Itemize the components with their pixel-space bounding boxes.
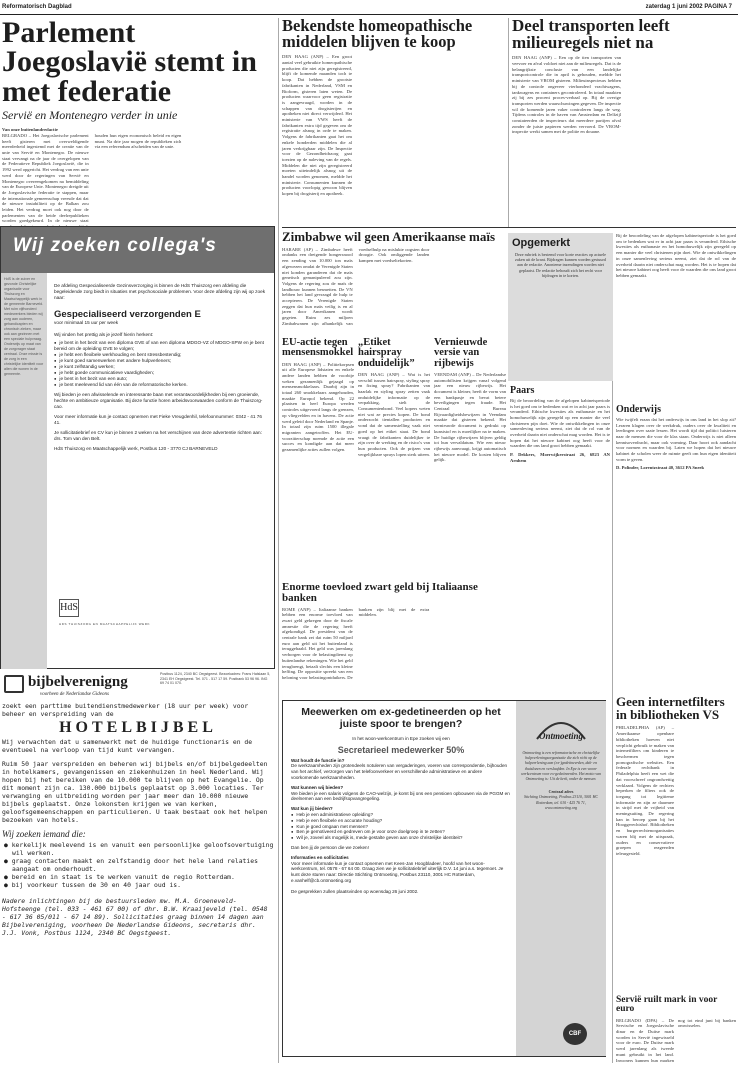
bible-icon [4,675,24,693]
article-zimbabwe [282,231,506,333]
job-ad-ontmoeting [282,700,606,1057]
article-body: Het verdrag van een unie werd door de regeringen van Servië en Montenegro overeengekomen na bemiddeling van de Europese Unie. Montenegro dreigde uit de Joegoslavische federatie te stappen, maar de internationale gemeenschap vreesde dat dat de nieuwe instabiliteit op de Balkan zou leiden. Het verdrag moet ook nog door de parlementen van de beide deelrepublieken worden goedgekeurd. In de nieuwe staat houden hun eigen economisch beleid en eigen munt. Na drie jaar mogen de republieken zich via een referendum afscheiden van de unie. [2,132,182,224]
ad-position: Secretarieel medewerker 50% [337,744,465,755]
article-homeopathie [282,18,504,226]
list-item: ● bereid en in staat is te werken vanuit de regio Rotterdam. [4,873,235,881]
job-ad-bijbelvereniging [0,670,275,1066]
article-rijbewijs [434,338,506,576]
section-heading: Wat houdt de functie in? [291,757,345,763]
ad-offer: Wij bieden je een afwisselende en interessante baan met verantwoordelijkheden bij een groeiende, hechte en ambitieuze organisatie. Bij deze functie horen arbeidsvoorwaarden conform de Thuiszorg-cao. [54,392,263,409]
article-body: DEN HAAG (ANP) – Een groot aantal veel gebruikte homeopathische producten die niet zijn geregistreerd, blijft de komende maanden toch te koop. Dat hebben de grootste fabrikanten in Nederland, VSM en Bioform, gisteren laten weten. De producten waarvoor geen registratie is aangevraagd, worden in de schappen van drogisterijen en apotheken niet direct verwijderd. Het ministerie van VWS heeft de fabrikanten extra tijd gegeven om de registratie alsnog in orde te maken. Volgens de fabrikanten gaat het om enkele honderden middelen die al jaren verkrijgbaar zijn. De Inspectie voor de Gezondheidszorg gaat toezien op de naleving van de regels. Middelen die niet zijn geregistreerd moeten uiteindelijk alsnog uit de handel worden genomen, meldde het ministerie. Consumenten kunnen de producten voorlopig gewoon blijven kopen bij drogisterij en apotheek. [282,54,352,197]
list-item: ● je kunt goed samenwerken met andere hulpverleners; [54,358,269,364]
ad-paragraph: We bieden je een salaris volgens de CAO-welzijn, je komt bij ons een pensioen opbouwen via de PGGM en deelnemen aan een bedrijfsopvangregeling. [291,790,510,802]
ad-sidebar: HdS is de zuiver en gezonde Christelijke organisatie voor Thuiszorg en Maatschappelijk werk in de gemeente Barneveld. Met ruim vijfhonderd medewerkers bieden wij zorg aan ouderen, gehandicapten en chronisch zieken, maar ook aan gezinnen met een speciale hulpvraag. Onderwijs op maat van de zorgvrager staat centraal. Onze missie is de zorg in een christelijke identiteit voor allen die wonen in de gemeente. [1,273,47,669]
ontmoeting-logo-text: Ontmoeting [538,731,584,741]
ad-requirements [2,841,274,889]
paper-name: Reformatorisch Dagblad [2,4,72,10]
list-item: ● kerkelijk meelevend is en vanuit een persoonlijke geloofsovertuiging wil werken. [4,841,274,857]
ad-question: Dan ben jij de persoon die we zoeken! [291,844,369,850]
headline: Zimbabwe wil geen Amerikaanse maïs [282,229,496,244]
letter-body: Bij de beoordeling van de afgelopen kabinetsperiode is het goed om te bedenken wat er in acht jaar paars is veranderd. Ethische kwesties als euthanasie en het homohuwelijk zijn geregeld op een manier die veel christenen pijn doet. Wie de ontwikkelingen in onze samenleving serieus neemt, ziet dat de rol van de overheid daarin niet onderschat mag worden. Het is te hopen dat het nieuwe kabinet oog heeft voor de waarden die ons land groot hebben gemaakt. [616,233,736,278]
ad-paragraph: De werkzaamheden zijn grotendeels notuleren van vergaderingen, voeren van correspondentie, bijhouden van het archief, verzorgen van het telefoonverkeer en verschillende administratieve en andere voorkomende werkzaamheden. [291,763,508,780]
headline: EU-actie tegen mensensmokkel [282,337,354,359]
headline: Paars [510,385,535,396]
list-item: ● je bent meelevend lid van één van de reformatorische kerken. [54,382,269,388]
letter-signature: P. Dekkers, Moerwijkerstraat 26, 6823 AN Arnhem [510,452,610,463]
ad-closing: De gesprekken zullen plaatsvinden op woensdag 26 juni 2002. [291,888,419,894]
article-joegoslavie [2,18,274,224]
ad-intro: De afdeling Gespecialiseerde Gezinsverzorging is binnen de HdS Thuiszorg een afdeling die begeleidende zorg biedt in situaties met psychosociale problemen. Voor deze afdeling zijn wij op zoek naar: [54,283,266,300]
contact-details: Stichting Ontmoeting, Postbus 23110, 3001 HC Rotterdam, tel. 010 - 425 76 71, www.ontmoeting.org [524,795,598,810]
article-servie-euro [616,996,736,1064]
list-item: ● je bent in het bezit van een diploma GVE of van een diploma MDGO-VZ of MDGO-SPW en je bent bereid om de opleiding GVE te volgen; [54,340,269,352]
article-hairspray [358,338,430,576]
section-heading: Wat kunnen wij bieden? [291,784,344,790]
org-name: bijbelverenigng [28,674,128,690]
ad-intro: zoekt een parttime buitendienstmedewerker (18 uur per week) voor beheer en verspreiding van de [2,702,249,718]
article-body: PHILADELPHIA (AP) – Amerikaanse openbare bibliotheken hoeven niet verplicht gebruik te maken van internetfilters om kinderen te beschermen tegen pornografische websites. Een federale rechtbank in Philadelphia heeft een wet die dat voorschreef ongrondwettig verklaard. Volgens de rechters beperken de filters ook de toegang tot legitieme informatie en zijn ze daarmee in strijd met de vrijheid van meningsuiting. De regering kan in beroep gaan bij het Hooggerechtshof. Bibliotheken en burgerrechtenorganisaties waren blij met de uitspraak, ouders en conservatieve groepen reageerden teleurgesteld. [616,725,674,856]
headline: Enorme toevloed zwart geld bij Italiaanse banken [282,581,478,604]
headline: Parlement Joegoslavië stemt in met federatie [2,16,257,108]
letter-signature: D. Polinder, Lorentzstraat 40, 3612 PA Sneek [616,465,705,471]
ad-paragraph: Voor meer informatie kun je contact opnemen met Kees-Jan Hoogbladeer, hoofd van het woon-werkcentrum, tel. 0578 - 67 64 00. Graag zien we je sollicitatiebrief uiterlijk D.V. 14 juni a.s. tegemoet. Je kunt deze sturen naar: Directie Stichting Ontmoeting, Postbus 23110, 3001 HC Rotterdam, e.vanhelf@cb.ontmoeting.org [291,860,504,883]
ad-seek-title: Wij zoeken iemand die: [2,829,86,839]
article-internetfilters [616,696,736,992]
article-body: DEN HAAG (ANP) – Wat is het verschil tussen hairspray, styling spray en fixing spray? Fabrikanten van haarlak en styling spray zetten vaak onduidelijke informatie op de verpakking, stelt de Consumentenbond. Veel kopers weten niet wat ze precies kopen. De bond onderzocht tientallen producten en vond dat de samenstelling vaak niet goed op het etiket staat. De bond vraagt de fabrikanten duidelijker te zijn over de werking en de risico's van hun producten. Ook de prijzen van vergelijkbare sprays lopen sterk uiteen. [358,371,430,457]
ad-address: HdS Thuiszorg en Maatschappelijk werk, Postbus 120 - 3770 CJ BARNEVELD [54,446,218,451]
job-ad-hds [0,226,275,669]
org-address: Postbus 1124, 2340 BC Oegstgeest. Bezoekadres: Frans Halslaan 5, 2341 EH Oegstgeest. Tel. 071 - 517 17 59. Postbank 53 96 96. ING 69 74 01 070. [160,672,271,686]
ad-hours: voor minimaal 15 uur per week [54,320,119,325]
headline: „Etiket hairspray onduidelijk” [358,337,415,369]
ad-sidebar [516,701,606,1056]
opgemerkt-text: Deze rubriek is bestemd voor korte reacties op actuele zaken uit de krant. Bijdragen kunnen worden gestuurd aan de redactie. Anonieme inzendingen worden niet geplaatst. De redactie behoudt zich het recht voor bijdragen in te korten. [515,252,606,278]
letter-onderwijs [616,233,736,655]
ad-apply: Je sollicitatiebrief en CV kun je binnen 2 weken na het verschijnen van deze advertentie richten aan: drs. Tom van den Belt. [54,430,262,441]
list-item: ● je kunt zelfstandig werken; [54,364,269,370]
org-description: Ontmoeting is een reformatorische en christelijke hulpverleningsorganisatie die zich richt op de hulpverlening aan (ex-)gedetineerden, dak- en thuislozen en verslaafden. In Epe is een woon-werkcentrum voor ex-gedetineerden. Het motto van Ontmoeting is: Uit de kerk, onder de mensen. [520,751,602,782]
headline: Geen internetfilters in bibliotheken VS [616,694,725,722]
article-body: BELGRADO (DPA) – De Servische en Joegoslavische dinar en de Duitse mark worden in Servië ingewisseld voor de euro. De Duitse mark werd jarenlang als tweede munt gebruikt in het land. Inwoners kunnen hun marken nog tot eind juni bij banken omwisselen. [616,1017,736,1063]
article-body: ROME (ANP) – Italiaanse banken hebben een enorme toevloed van zwart geld gekregen door de fiscale amnestie die de regering heeft afgekondigd. De president van de centrale bank zei dat ruim 50 miljard euro aan geld uit het buitenland is teruggehaald. Het geld was jarenlang verborgen voor de belastingdienst op buitenlandse rekeningen. Wie het geld terugbrengt, betaalt slechts een kleine heffing. De oppositie spreekt van een beloning voor belastingontduikers. De banken zijn blij met de extra middelen. [282,606,430,680]
letter-body: Bij de beoordeling van de afgelopen kabinetsperiode is het goed om te bedenken wat er in acht jaar paars is veranderd. Ethische kwesties als euthanasie en het homohuwelijk zijn geregeld op een manier die veel christenen pijn doet. Wie de ontwikkelingen in onze samenleving serieus neemt, ziet dat de rol van de overheid daarin niet onderschat mag worden. Het is te hopen dat het nieuwe kabinet oog heeft voor de waarden die ons land groot hebben gemaakt. [510,397,610,449]
opgemerkt-box [508,233,613,381]
list-item: ● Ben je gemotiveerd en gedreven om je voor onze doelgroep in te zetten? [291,829,511,835]
list-item: ● Heb je een administratieve opleiding? [291,812,511,818]
ad-requirements [54,340,269,388]
subheadline: Servië en Montenegro verder in unie [2,108,178,123]
section-heading: Wat kun jij bieden? [291,806,333,812]
headline: Vernieuwde versie van rijbewijs [434,337,488,369]
section-rule [282,227,736,228]
article-italiaanse-banken [282,582,506,694]
ad-profile-intro: Wij vinden het prettig als je jezelf hierin herkent: [54,332,154,337]
header-rule [0,14,738,15]
ad-body [291,707,511,895]
lead: BELGRADO – Het Joegoslavische parlement heeft gisteren met overweldigende meerderheid ingestemd met de creatie van de unie van Servië en Montenegro. De nieuwe staat vervangt na de jaar de overgelopen van de Federatieve Republiek Joegoslavië, die in 1992 werd opgericht. [2,132,89,173]
article-body: HARARE (AP) – Zimbabwe heeft ondanks een dreigende hongersnood een zending van 10.000 ton maïs afgewezen omdat de Verenigde Staten niet konden garanderen dat de maïs genetisch gemanipuleerd zou zijn. Volgens de regering zou de maïs de landbouw kunnen besmetten. De VN hebben het land gevraagd de hulp te accepteren. De Verenigde Staten zeggen dat hun maïs veilig is en al jaren door Amerikanen wordt gegeten. Ruim zes miljoen Zimbabwanen zijn afhankelijk van voedselhulp na mislukte oogsten door droogte. Ook omliggende landen kampen met voedseltekorten. [282,246,430,326]
hds-logo-caption: HDS THUISZORG EN MAATSCHAPPELIJK WERK [59,622,151,626]
ad-body [54,283,269,452]
org-subtitle: voorheen de Nederlandse Gideons [40,692,109,697]
list-item: ● Heb je een flexibele en accurate houding? [291,818,511,824]
ad-role: Gespecialiseerd verzorgenden E [54,309,201,320]
list-item: ● je hebt een flexibele werkhouding en bent stressbestendig; [54,352,269,358]
list-item: ● bij voorkeur tussen de 30 en 40 jaar oud is. [4,881,181,889]
ad-footer: Nadere inlichtingen bij de bestuursleden mw. M.A. Groeneveld-Hofsteenge (tel. 033 - 461 67 00) of dhr. B.W. Kraaijeveld (tel. 0548 - 617 36 05/011 - 67 14 89). Sollicitaties graag binnen 14 dagen aan Bijbelvereniging, voorheen De Nederlandse Gideons, secretaris dhr. J.J. Vonk, Postbus 1124, 2340 BC Oegstgeest. [2,897,268,937]
article-mensensmokkel [282,338,354,576]
headline: Servië ruilt mark in voor euro [616,995,718,1015]
ad-paragraph: Wij verwachten dat u samenwerkt met de huidige functionaris en de eventueel na verloop van tijd kunt vervangen. [2,738,253,754]
ad-requirements [291,812,511,841]
article-body: DEN HAAG (ANP) – Een op de tien transporten van veevoer en afval voldoet niet aan de milieuregels. Dat is de belangrijkste conclusie van een landelijke transportcontrole die in april is gehouden, meldde het ministerie van VROM gisteren. Milieuinspecteurs hebben bij de controle ongeveer vierhonderd vrachtwagens, tankwagens en containers gecontroleerd. In totaal maakten zij bij zes procent proces-verbaal op. Bij de overige transporten werden waarschuwingen gegeven. De inspectie wil de komende jaren vaker controleren langs de weg. Tijdens controles in de haven van Amsterdam en Delfzijl constateerden de inspecteurs dat meerdere partijen afval zonder de juiste papieren werden vervoerd. De VROM-inspectie werkt samen met de politie en douane. [512,55,621,135]
section-heading: Informaties en sollicitaties [291,854,349,860]
headline: Onderwijs [616,404,661,415]
article-body: VEENDAM (ANP) – De Nederlandse automobilisten krijgen vanaf volgend jaar een nieuw rijbewijs. Het document is kleiner, heeft de vorm van een bankpasje en bevat betere beveiligingen tegen fraude. Het Centraal Bureau Rijvaardigheidsbewijzen in Veendam maakte dat gisteren bekend. Het vernieuwde document is gedrukt op kunststof en is moeilijker na te maken. De huidige rijbewijzen blijven geldig tot hun vervaldatum. Wie een nieuw rijbewijs aanvraagt, krijgt automatisch het nieuwe model. De kosten blijven gelijk. [434,371,506,463]
list-item: ● graag contacten maakt en zelfstandig door het hele land relaties aangaat om onderhoudt. [4,857,258,873]
page-header [0,0,738,14]
hds-logo: HdS [59,599,79,617]
product-title: HOTELBIJBEL [59,719,217,736]
ad-contact: Voor meer informatie kun je contact opnemen met Fieke Vreugdenhil, telefoonnummer: 0342 - 41 76 41. [54,414,263,425]
date-and-page: zaterdag 1 juni 2002 PAGINA 7 [645,4,732,10]
headline: Bekendste homeopathische middelen blijven te koop [282,16,473,52]
column-rule [278,18,279,1063]
ad-intro: In het woon-werkcentrum in Epe zoeken wij een [352,736,450,741]
list-item: ● Kun je goed omgaan met mensen? [291,824,511,830]
ontmoeting-logo [531,709,591,749]
contact-title: Centraal adres [548,790,574,795]
ad-banner [1,227,274,273]
list-item: ● Wil je, zoveel als mogelijk is, mede gestalte geven aan onze christelijke identiteit? [291,835,511,841]
agency: Van onze buitenlandredactie [2,127,58,133]
list-item: ● je bent in het bezit van een auto; [54,376,269,382]
ad-title: Meewerken om ex-gedetineerden op het juiste spoor te brengen? [301,706,501,730]
headline: Deel transporten leeft milieuregels niet na [512,16,670,52]
ad-body [2,702,274,937]
list-item: ● je hebt goede communicatieve vaardigheden; [54,370,269,376]
letter-body: Wie twijfelt eraan dat het onderwijs in ons land in het slop zit? Leraren klagen over de werkdruk, ouders over de kwaliteit en leerlingen over saaie lessen. Het wordt tijd dat politici luisteren naar de mensen die voor de klas staan. Onderwijs is niet alleen kennisoverdracht, maar ook vorming. Daar hoort ook aandacht voor normen en waarden bij. Laten we hopen dat het nieuwe kabinet de scholen weer de ruimte geeft om hun eigen identiteit vorm te geven. [616,416,736,462]
opgemerkt-title: Opgemerkt [512,237,571,249]
cbf-seal: CBF [563,1023,587,1045]
ad-paragraph: Ruim 50 jaar verspreiden en beheren wij bijbels en/of bijbelgedeelten in hotelkamers, gevangenissen en ziekenhuizen in heel Nederland. Wij hopen bij het bereiken van de 10.000 te blijven op het Evangelie. Op dit moment zijn ca. 130.000 bijbels geplaatst op 3.000 locaties. Ter verwanging en uitbreiding worden per jaar meer dan 10.000 nieuwe bijbels geplaatst. Onze lokonsten krijgen we van kerken, geloofsgemeenschappen en particulieren. U taak bestaat ook het helpen bezoeken van hotels. [2,760,268,824]
ad-title: Wij zoeken collega's [13,235,217,256]
column-rule [508,18,509,228]
article-body: DEN HAAG (ANP) – Politiekorpsen uit alle Europese lidstaten en enkele andere landen hebben de voorbije weken gezamenlijk gejaagd op mensensmokkelaars. Daarbij zijn in totaal 260 smokkelaars aangehouden, maakte Europol bekend. Op 22 plaatsen in heel Europa werden controles uitgevoerd langs de grenzen, op vliegvelden en in havens. De actie werd geleid door Nederland en Spanje. In totaal zijn ruim 1500 illegale migranten aangetroffen. Het EU-voorzitterschap noemde de actie een succes en kondigde aan dat meer gezamenlijke acties zullen volgen. [282,361,354,453]
article-milieuregels [512,18,736,226]
letter-paars [510,386,610,656]
